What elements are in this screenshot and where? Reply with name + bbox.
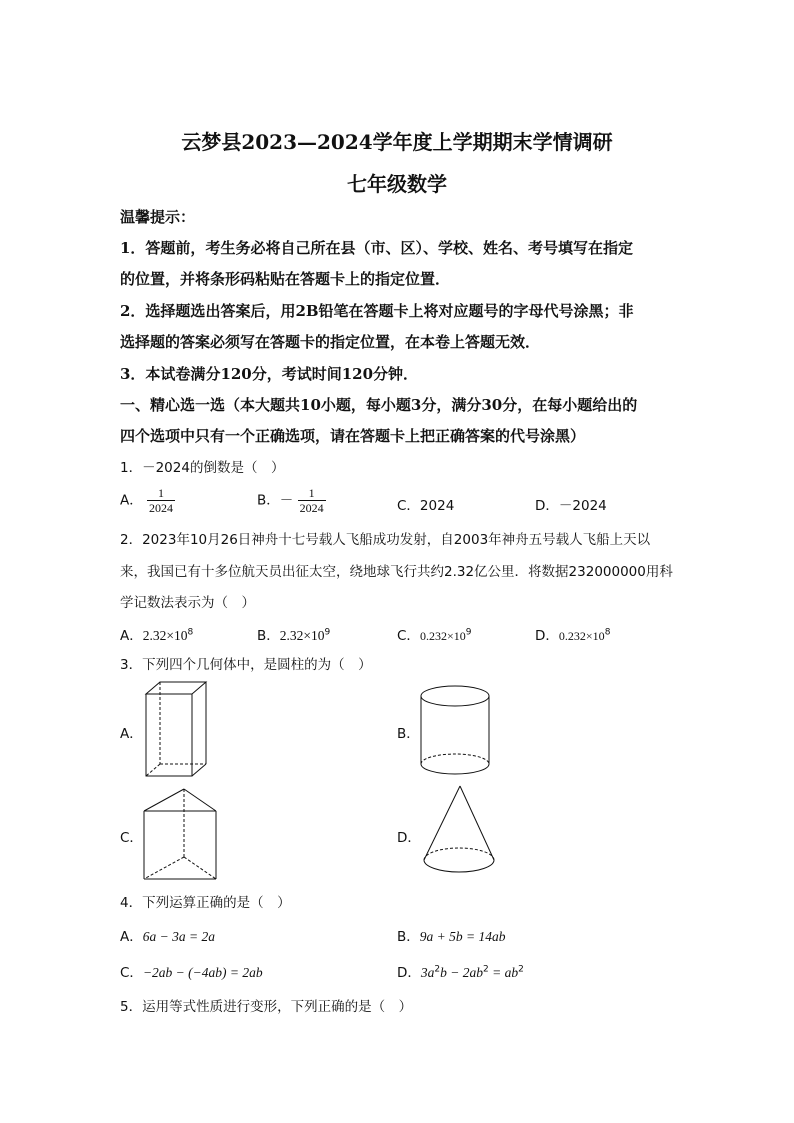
question-1-stem: 1．－2024的倒数是（ ） — [120, 460, 285, 476]
q2-option-b — [257, 624, 330, 644]
question-2-stem: 来，我国已有十多位航天员出征太空，绕地球飞行共约2.32亿公里．将数据232000000用科 — [120, 564, 673, 580]
tips-heading: 温馨提示： — [120, 208, 196, 226]
q1-option-d: D．－2024 — [535, 498, 607, 514]
math-expression: −2ab − (−4ab) = 2ab — [142, 965, 263, 980]
cone-figure — [418, 782, 498, 882]
option-label: C． — [120, 965, 143, 981]
q3-option-b-label: B． — [397, 726, 420, 742]
q2-option-d — [535, 624, 610, 644]
question-5-stem: 5．运用等式性质进行变形，下列正确的是（ ） — [120, 999, 413, 1015]
math-expression: b − 2ab — [440, 965, 484, 980]
numerator: 1 — [147, 486, 175, 501]
minus-sign: － — [279, 492, 294, 509]
tip-line: 3．本试卷满分120分，考试时间120分钟． — [120, 365, 419, 383]
numerator: 1 — [298, 486, 326, 501]
q3-option-c-label: C． — [120, 830, 143, 846]
denominator: 2024 — [149, 501, 174, 515]
tip-line: 1．答题前，考生务必将自己所在县（市、区）、学校、姓名、考号填写在指定 — [120, 239, 633, 257]
denominator: 2024 — [299, 501, 324, 515]
option-label: C． — [397, 628, 420, 644]
q4-option-d — [397, 961, 524, 981]
fraction — [298, 486, 326, 515]
tip-line: 选择题的答案必须写在答题卡的指定位置，在本卷上答题无效． — [120, 333, 541, 351]
math-expression: 0.232×10 — [558, 629, 605, 643]
exam-subtitle: 七年级数学 — [347, 172, 447, 196]
tip-line: 2．选择题选出答案后，用2B铅笔在答题卡上将对应题号的字母代号涂黑；非 — [120, 302, 634, 320]
q1-option-c: C．2024 — [397, 498, 455, 514]
section-heading: 一、精心选一选（本大题共10小题，每小题3分，满分30分，在每小题给出的 — [120, 396, 638, 414]
math-expression: 9a + 5b = 14ab — [419, 929, 506, 944]
math-expression: = ab — [488, 965, 519, 980]
math-expression: 2.32×10 — [279, 628, 325, 643]
exponent: 8 — [187, 627, 194, 638]
option-label: A． — [120, 492, 143, 509]
question-3-stem: 3．下列四个几何体中，是圆柱的为（ ） — [120, 657, 372, 673]
exponent: 9 — [324, 627, 331, 638]
triangular-prism-figure — [140, 785, 220, 885]
q3-option-a-label: A． — [120, 726, 143, 742]
rectangular-prism-figure — [140, 680, 216, 780]
cylinder-figure — [415, 684, 495, 776]
exponent: 2 — [518, 964, 524, 975]
question-2-stem: 2．2023年10月26日神舟十七号载人飞船成功发射，自2003年神舟五号载人飞船上天以 — [120, 532, 651, 548]
option-label: B． — [397, 929, 420, 945]
q4-option-a — [120, 925, 215, 945]
option-label: B． — [257, 628, 280, 644]
q1-option-b — [257, 486, 326, 515]
fraction — [147, 486, 175, 515]
option-label: D． — [397, 965, 421, 981]
option-label: B． — [257, 492, 280, 509]
q2-option-c — [397, 624, 471, 644]
q1-option-a — [120, 486, 175, 515]
tip-line: 的位置，并将条形码粘贴在答题卡上的指定位置． — [120, 270, 451, 288]
exam-title: 云梦县2023—2024学年度上学期期末学情调研 — [181, 130, 613, 154]
q2-option-a — [120, 624, 193, 644]
option-label: A． — [120, 929, 143, 945]
q3-option-d-label: D． — [397, 830, 421, 846]
exponent: 2 — [483, 964, 489, 975]
math-expression: 3a — [420, 965, 435, 980]
question-2-stem: 学记数法表示为（ ） — [120, 595, 255, 611]
q4-option-c — [120, 961, 263, 981]
math-expression: 2.32×10 — [142, 628, 188, 643]
math-expression: 6a − 3a = 2a — [142, 929, 215, 944]
section-heading: 四个选项中只有一个正确选项，请在答题卡上把正确答案的代号涂黑） — [120, 427, 586, 445]
q4-option-b — [397, 925, 506, 945]
exponent: 9 — [465, 627, 472, 638]
option-label: D． — [535, 628, 559, 644]
exponent: 2 — [434, 964, 441, 975]
exponent: 8 — [604, 627, 611, 638]
option-label: A． — [120, 628, 143, 644]
math-expression: 0.232×10 — [419, 629, 466, 643]
question-4-stem: 4．下列运算正确的是（ ） — [120, 895, 291, 911]
